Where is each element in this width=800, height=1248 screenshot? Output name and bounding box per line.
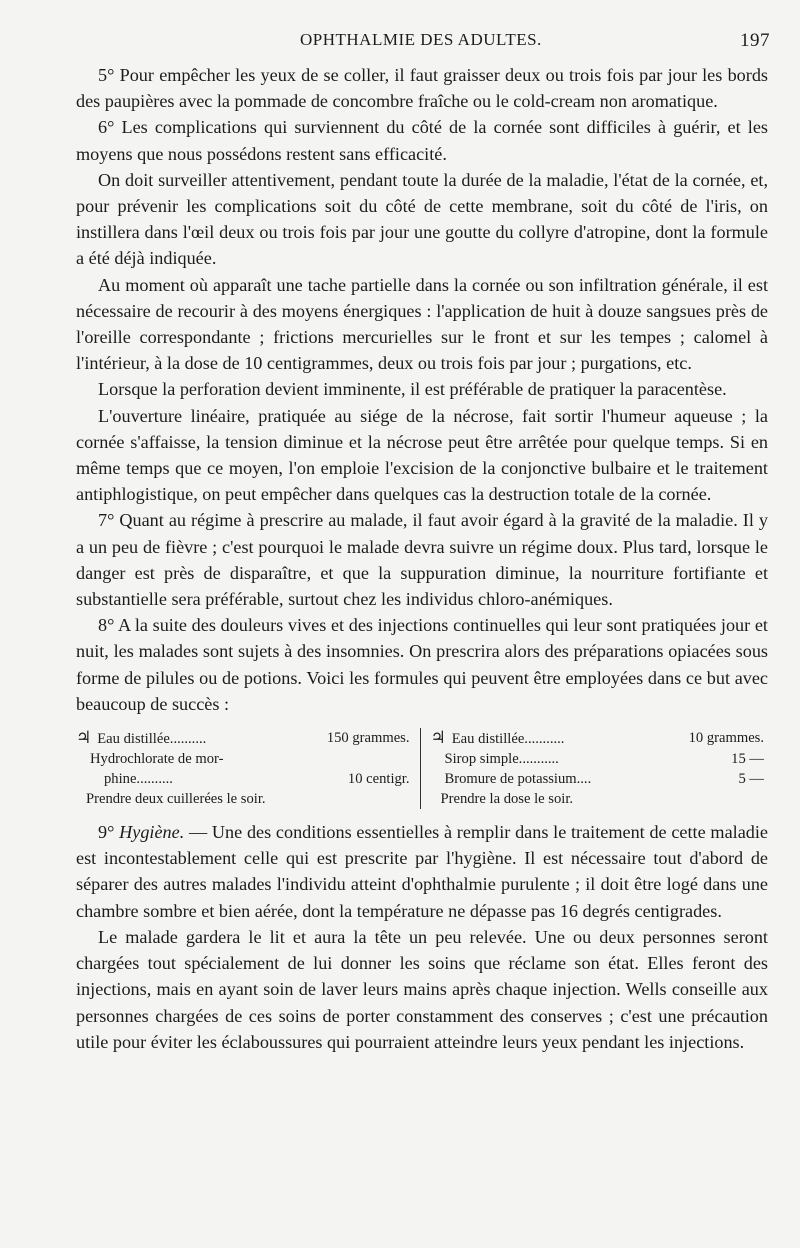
paragraph-cornea-watch: On doit surveiller attentivement, pendant toute la durée de la maladie, l'état de la cornée, et, pour prévenir les complications soit du côté de cette membrane, soit du côté de l'iris, on instillera dans l'œil deux ou trois fois par jour une goutte du collyre d'atropine, dont la formule a été déjà indiquée. xyxy=(76,169,768,269)
paragraph-5: 5° Pour empêcher les yeux de se coller, il faut graisser deux ou trois fois par jour les bords des paupières avec la pommade de concombre fraîche ou le cold-cream non aromatique. xyxy=(76,65,768,112)
ingredient-quantity: 10 centigr. xyxy=(347,771,410,788)
ingredient-name: Eau distillée.......... xyxy=(97,731,207,748)
section-title: Hygiène. xyxy=(119,822,185,843)
ingredient-quantity: 10 grammes. xyxy=(688,730,764,747)
ingredient-quantity: 150 grammes. xyxy=(326,730,410,747)
paragraph-6: 6° Les complications qui surviennent du côté de la cornée sont difficiles à guérir, et les moyens que nous possédons restent sans efficacité. xyxy=(76,117,768,164)
prescription-row xyxy=(431,728,765,749)
paragraph-8: 8° A la suite des douleurs vives et des injections continuelles qui leur sont pratiquées jour et nuit, les malades sont sujets à des insomnies. On prescrira alors des préparations opiacées sous forme de pilules ou de potions. Voici les formules qui peuvent être employées dans ce but avec beaucoup de succès : xyxy=(76,615,768,714)
paragraph-9-hygiene xyxy=(76,819,768,924)
page-number: 197 xyxy=(740,30,770,51)
ingredient-name: Sirop simple........... xyxy=(444,751,559,768)
paragraph-perforation: Lorsque la perforation devient imminente, il est préférable de pratiquer la paracentèse. xyxy=(98,379,727,400)
ingredient-name: phine.......... xyxy=(104,771,173,788)
prescription-instruction: Prendre deux cuillerées le soir. xyxy=(86,791,266,808)
ingredient-quantity: 15 — xyxy=(731,751,764,768)
paragraph-linear-opening: L'ouverture linéaire, pratiquée au siége de la nécrose, fait sortir l'humeur aqueuse ; la cornée s'affaisse, la tension diminue et la nécrose peut être arrêtée pour quelque temps. Si en même temps que ce moyen, l'on emploie l'excision de la conjonctive bulbaire et le traitement antiphlogistique, on peut empêcher dans quelques cas la destruction totale de la cornée. xyxy=(76,405,768,505)
running-title: OPHTHALMIE DES ADULTES. xyxy=(300,30,542,49)
section-number: 9° xyxy=(98,822,115,843)
prescription-formulas xyxy=(76,728,768,809)
ingredient-name: Hydrochlorate de mor- xyxy=(90,751,224,768)
prescription-row xyxy=(76,728,410,749)
recipe-symbol: ♃ xyxy=(430,728,446,748)
ingredient-name: Eau distillée........... xyxy=(451,731,565,748)
paragraph-closing: Le malade gardera le lit et aura la tête un peu relevée. Une ou deux personnes seront chargées tout spécialement de lui donner les soins que réclame son état. Elles feront des injections, mais en ayant soin de laver leurs mains après chaque injection. Wells conseille aux personnes chargées de ces soins de porter constamment des conserves ; c'est une précaution utile pour éviter les éclaboussures qui pourraient atteindre leurs yeux pendant les injections. xyxy=(76,926,768,1052)
prescription-right xyxy=(421,728,769,809)
recipe-symbol: ♃ xyxy=(76,728,92,748)
section-text: — Une des conditions essentielles à remplir dans le traitement de cette maladie est incontestablement celle qui est prescrite par l'hygiène. Il est nécessaire tout d'abord de séparer des autres malades l'individu atteint d'ophthalmie purulente ; il doit être logé dans une chambre sombre et bien aérée, dont la température ne dépasse pas 16 degrés centigrades. xyxy=(76,822,768,921)
page-body xyxy=(76,62,768,1055)
paragraph-infiltration: Au moment où apparaît une tache partielle dans la cornée ou son infiltration générale, il est nécessaire de recourir à des moyens énergiques : l'application de huit à douze sangsues près de l'oreille correspondante ; frictions mercurielles sur le front et sur les tempes ; calomel à l'intérieur, à la dose de 10 centigrammes, deux ou trois fois par jour ; purgations, etc. xyxy=(76,274,768,374)
prescription-row xyxy=(431,769,765,789)
prescription-row xyxy=(76,749,410,769)
ingredient-quantity: 5 — xyxy=(738,771,764,788)
prescription-row xyxy=(76,769,410,789)
prescription-instruction: Prendre la dose le soir. xyxy=(440,791,574,808)
paragraph-7: 7° Quant au régime à prescrire au malade, il faut avoir égard à la gravité de la maladie. Il y a un peu de fièvre ; c'est pourquoi le malade devra suivre un régime doux. Plus tard, lorsque le danger est près de disparaître, et que la suppuration diminue, la nourriture fortifiante et substantielle sera préférable, surtout chez les individus chloro-anémiques. xyxy=(76,510,768,610)
prescription-left xyxy=(76,728,421,809)
prescription-row xyxy=(431,749,765,769)
ingredient-name: Bromure de potassium.... xyxy=(444,771,592,788)
page-header xyxy=(76,30,770,56)
